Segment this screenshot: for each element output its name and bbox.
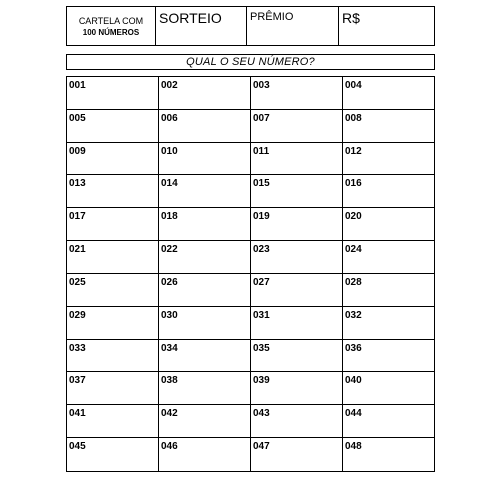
number-cell <box>343 175 434 208</box>
number-cell <box>67 143 159 176</box>
number-label: 014 <box>161 178 178 190</box>
number-cell <box>251 175 343 208</box>
number-label: 044 <box>345 408 362 420</box>
number-label: 024 <box>345 244 362 256</box>
number-cell <box>343 372 434 405</box>
number-cell <box>343 438 434 471</box>
number-cell <box>343 274 434 307</box>
number-label: 041 <box>69 408 86 420</box>
number-cell <box>159 274 251 307</box>
number-cell <box>67 241 159 274</box>
number-cell <box>159 77 251 110</box>
number-label: 003 <box>253 80 270 91</box>
number-cell <box>343 77 434 110</box>
number-label: 018 <box>161 211 178 223</box>
number-label: 001 <box>69 80 86 91</box>
number-label: 045 <box>69 441 86 453</box>
number-cell <box>251 241 343 274</box>
currency-label: R$ <box>342 10 360 26</box>
cartela-subtitle: 100 NÚMEROS <box>82 28 140 37</box>
number-cell <box>251 208 343 241</box>
number-cell <box>67 110 159 143</box>
number-cell <box>67 274 159 307</box>
number-cell <box>251 340 343 373</box>
number-label: 010 <box>161 145 178 157</box>
number-label: 033 <box>69 342 86 354</box>
header-table <box>66 6 435 46</box>
number-cell <box>159 438 251 471</box>
number-label: 004 <box>345 80 362 91</box>
number-label: 005 <box>69 112 86 124</box>
number-cell <box>67 175 159 208</box>
number-label: 034 <box>161 342 178 354</box>
number-cell <box>251 143 343 176</box>
number-label: 002 <box>161 80 178 91</box>
number-label: 022 <box>161 244 178 256</box>
number-label: 012 <box>345 145 362 157</box>
number-label: 015 <box>253 178 270 190</box>
number-cell <box>159 307 251 340</box>
number-cell <box>343 307 434 340</box>
number-label: 031 <box>253 309 270 321</box>
cartela-cell <box>67 7 156 45</box>
number-label: 028 <box>345 276 362 288</box>
number-label: 027 <box>253 276 270 288</box>
number-label: 011 <box>253 145 270 157</box>
cartela-title: CARTELA COM <box>78 16 144 26</box>
number-cell <box>251 405 343 438</box>
number-label: 007 <box>253 112 270 124</box>
number-label: 039 <box>253 375 270 387</box>
number-label: 020 <box>345 211 362 223</box>
number-cell <box>251 438 343 471</box>
number-cell <box>159 340 251 373</box>
number-cell <box>159 372 251 405</box>
value-cell <box>339 7 434 45</box>
number-label: 023 <box>253 244 270 256</box>
number-label: 021 <box>69 244 86 256</box>
number-cell <box>251 110 343 143</box>
number-label: 032 <box>345 309 362 321</box>
number-label: 040 <box>345 375 362 387</box>
premio-cell <box>247 7 339 45</box>
number-label: 025 <box>69 276 86 288</box>
number-cell <box>67 372 159 405</box>
number-label: 029 <box>69 309 86 321</box>
number-cell <box>67 307 159 340</box>
number-cell <box>343 405 434 438</box>
number-cell <box>251 307 343 340</box>
number-cell <box>67 208 159 241</box>
number-cell <box>251 372 343 405</box>
number-label: 038 <box>161 375 178 387</box>
number-label: 017 <box>69 211 86 223</box>
number-label: 047 <box>253 441 270 453</box>
number-label: 019 <box>253 211 270 223</box>
numbers-grid <box>66 76 435 472</box>
number-label: 030 <box>161 309 178 321</box>
number-label: 009 <box>69 145 86 157</box>
number-cell <box>343 340 434 373</box>
number-cell <box>343 110 434 143</box>
sorteio-label: SORTEIO <box>159 10 222 26</box>
number-label: 013 <box>69 178 86 190</box>
number-cell <box>67 405 159 438</box>
number-cell <box>159 110 251 143</box>
number-label: 006 <box>161 112 178 124</box>
number-label: 026 <box>161 276 178 288</box>
number-cell <box>343 241 434 274</box>
premio-label: PRÊMIO <box>250 11 294 23</box>
number-label: 043 <box>253 408 270 420</box>
number-cell <box>159 208 251 241</box>
number-label: 046 <box>161 441 178 453</box>
sorteio-cell <box>156 7 247 45</box>
number-cell <box>159 143 251 176</box>
number-label: 008 <box>345 112 362 124</box>
number-cell <box>343 208 434 241</box>
number-cell <box>67 438 159 471</box>
number-cell <box>343 143 434 176</box>
number-cell <box>67 77 159 110</box>
number-label: 036 <box>345 342 362 354</box>
number-label: 037 <box>69 375 86 387</box>
number-cell <box>251 77 343 110</box>
number-cell <box>67 340 159 373</box>
number-cell <box>159 175 251 208</box>
number-label: 042 <box>161 408 178 420</box>
number-cell <box>251 274 343 307</box>
question-banner: QUAL O SEU NÚMERO? <box>66 54 435 70</box>
number-label: 048 <box>345 441 362 453</box>
number-cell <box>159 405 251 438</box>
number-label: 016 <box>345 178 362 190</box>
number-cell <box>159 241 251 274</box>
number-label: 035 <box>253 342 270 354</box>
